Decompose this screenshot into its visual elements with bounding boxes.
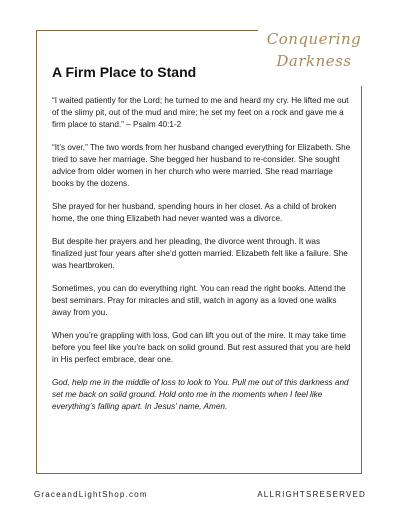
body-paragraph: She prayed for her husband, spending hours in her closet. As a child of broken home, the one thing Elizabeth had never wanted was a divorce. [52, 202, 337, 223]
page-title: A Firm Place to Stand [52, 64, 197, 80]
body-paragraph: But despite her prayers and her pleading, the divorce went through. It was finalized just four years after she’d gotten married. Elizabeth felt like a failure. She was heartbroken. [52, 237, 348, 270]
prayer-paragraph: God, help me in the middle of loss to look to You. Pull me out of this darkness and set me back on solid ground. Hold onto me in the moments when I feel like everything’s falling apart. In Jesus’ name, Amen. [52, 378, 349, 411]
scripture-paragraph: “I waited patiently for the Lord; he turned to me and heard my cry. He lifted me out of the slimy pit, out of the mud and mire; he set my feet on a rock and gave me a firm place to stand.” – Psalm 40:1-2 [52, 96, 349, 129]
logo-line-1: Conquering [266, 30, 362, 48]
body-paragraph: “It’s over,” The two words from her husband changed everything for Elizabeth. She tried to save her marriage. She begged her husband to re-consider. She sought advice from older women in her church who were married. She read marriage books by the dozens. [52, 143, 351, 188]
body-paragraph: Sometimes, you can do everything right. You can read the right books. Attend the best seminars. Pray for miracles and still, watch in agony as a loved one walks away from you. [52, 284, 346, 317]
devotional-body [52, 95, 352, 424]
footer-rights: ALLRIGHTSRESERVED [257, 490, 366, 499]
conquering-darkness-logo [258, 28, 370, 86]
footer-site-link: GraceandLightShop.com [34, 490, 148, 499]
body-paragraph: When you’re grappling with loss, God can lift you out of the mire. It may take time before you feel like you’re back on solid ground. But rest assured that you are held in His perfect embrace, dear one. [52, 331, 351, 364]
logo-line-2: Darkness [276, 52, 352, 70]
